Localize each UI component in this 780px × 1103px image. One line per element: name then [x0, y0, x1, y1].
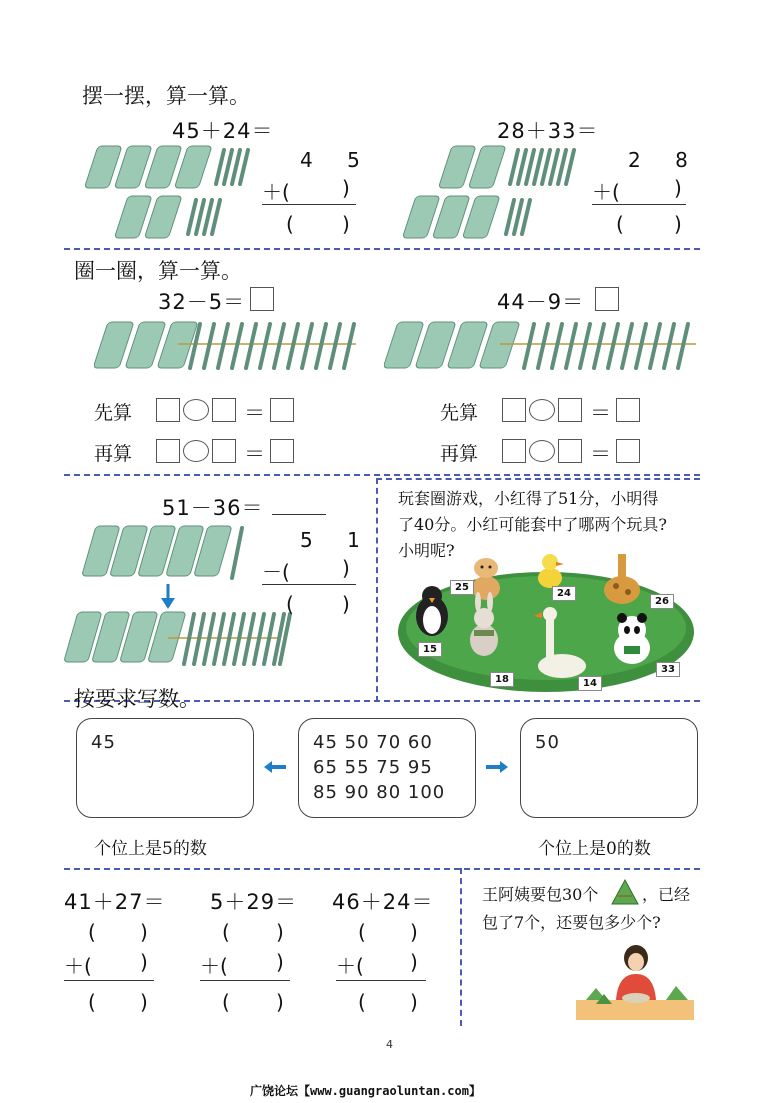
label-then-right: 再算 [440, 443, 479, 465]
equals-first-left: ＝ [244, 401, 266, 425]
equation-5-29: 5＋29＝ [210, 890, 298, 914]
v2-p1-open: ( [222, 920, 230, 944]
ring-toss-story-1: 玩套圈游戏，小红得了51分，小明得 [398, 489, 659, 508]
box-first-right-result[interactable] [616, 398, 640, 422]
stick-bundles-right [402, 140, 592, 245]
equation-44-9: 44－9＝ [497, 290, 585, 314]
equals-then-left: ＝ [244, 442, 266, 466]
v2-plus: ＋( [200, 954, 228, 978]
answer-box-ones-5[interactable] [76, 718, 254, 818]
v3-r-close: ) [410, 990, 418, 1014]
divider-4 [64, 868, 700, 870]
left-arrow-icon [264, 760, 286, 774]
divider-zongzi-left [460, 868, 462, 1026]
v2-r-open: ( [222, 990, 230, 1014]
divider-ring-top [376, 478, 700, 480]
vertical-result-close-51: ) [342, 592, 350, 616]
equation-45-24: 45＋24＝ [172, 119, 274, 143]
box-then-right-a[interactable] [502, 439, 526, 463]
equation-51-36: 51－36＝ [162, 496, 264, 520]
vertical-result-open-right: ( [616, 212, 624, 236]
right-arrow-icon [486, 760, 508, 774]
operator-first-right[interactable] [529, 399, 555, 421]
vertical-top-28: 2 8 [628, 148, 702, 172]
v3-plus-close: ) [410, 950, 418, 974]
caption-ones-0: 个位上是0的数 [538, 839, 651, 859]
toy-tag-panda: 33 [656, 662, 680, 677]
caption-ones-5: 个位上是5的数 [94, 839, 207, 859]
box-first-left-a[interactable] [156, 398, 180, 422]
woman-making-zongzi-icon [576, 944, 694, 1020]
zongzi-icon [610, 878, 640, 908]
box-then-right-result[interactable] [616, 439, 640, 463]
v3-plus: ＋( [336, 954, 364, 978]
panda-toy-icon [614, 613, 650, 664]
stick-bundles-51 [82, 522, 252, 582]
toy-tag-rabbit: 18 [490, 672, 514, 687]
box-first-right-a[interactable] [502, 398, 526, 422]
down-arrow-icon [160, 584, 176, 610]
vertical-line-right [592, 204, 686, 205]
footer-site: 广饶论坛【www.guangraoluntan.com】 [250, 1084, 481, 1098]
equation-46-24: 46＋24＝ [332, 890, 434, 914]
divider-ring-left [376, 478, 378, 702]
answer-box-ones-0[interactable] [520, 718, 698, 818]
operator-then-right[interactable] [529, 440, 555, 462]
box-then-right-b[interactable] [558, 439, 582, 463]
v1-r-close: ) [140, 990, 148, 1014]
v2-r-close: ) [276, 990, 284, 1014]
divider-2 [64, 474, 700, 476]
label-then-left: 再算 [94, 443, 133, 465]
vertical-plus-left: ＋( [262, 180, 290, 204]
operator-first-left[interactable] [183, 399, 209, 421]
toy-tag-duck: 24 [552, 586, 576, 601]
label-first-left: 先算 [94, 402, 133, 424]
number-pool-row-1: 45 50 70 60 [313, 732, 433, 753]
equals-first-right: ＝ [590, 401, 612, 425]
vertical-result-open-left: ( [286, 212, 294, 236]
zongzi-line1b: ，已经 [642, 885, 691, 904]
vertical-result-close-left: ) [342, 212, 350, 236]
stick-bundles-44 [384, 318, 704, 374]
label-first-right: 先算 [440, 402, 479, 424]
answer-line-51-36[interactable] [272, 514, 326, 515]
section-title-arrange: 摆一摆，算一算。 [82, 84, 250, 108]
number-pool-box [298, 718, 476, 818]
vertical-minus: －( [262, 560, 290, 584]
number-pool-row-2: 65 55 75 95 [313, 757, 433, 778]
vertical-top-51: 5 1 [300, 528, 374, 552]
toy-tag-goose: 14 [578, 676, 602, 691]
v2-line [200, 980, 290, 981]
ring-toss-grass [396, 554, 696, 694]
divider-1 [64, 248, 700, 250]
vertical-minus-close: ) [342, 556, 350, 580]
toy-tag-giraffe: 26 [650, 594, 674, 609]
vertical-result-open-51: ( [286, 592, 294, 616]
v2-plus-close: ) [276, 950, 284, 974]
v1-line [64, 980, 154, 981]
box-first-left-result[interactable] [270, 398, 294, 422]
v1-p1-close: ) [140, 920, 148, 944]
operator-then-left[interactable] [183, 440, 209, 462]
toy-tag-dog: 25 [450, 580, 474, 595]
answer-box-44-9[interactable] [595, 287, 619, 311]
v1-plus-close: ) [140, 950, 148, 974]
vertical-plus-close-left: ) [342, 176, 350, 200]
v1-p1-open: ( [88, 920, 96, 944]
vertical-line-51 [262, 584, 356, 585]
v3-line [336, 980, 426, 981]
box-then-left-a[interactable] [156, 439, 180, 463]
number-pool-row-3: 85 90 80 100 [313, 782, 446, 803]
section-title-circle: 圈一圈，算一算。 [74, 259, 242, 283]
ring-toss-story-3: 小明呢? [398, 541, 455, 560]
vertical-plus-right: ＋( [592, 180, 620, 204]
vertical-result-close-right: ) [674, 212, 682, 236]
section-title-write-numbers: 按要求写数。 [74, 687, 200, 711]
v1-r-open: ( [88, 990, 96, 1014]
answer-box-ones-5-text: 45 [91, 732, 116, 753]
stick-bundles-left [84, 140, 264, 245]
answer-box-ones-0-text: 50 [535, 732, 560, 753]
stick-bundles-32 [94, 318, 364, 374]
zongzi-line1: 王阿姨要包30个 [482, 885, 599, 904]
v3-p1-open: ( [358, 920, 366, 944]
vertical-plus-close-right: ) [674, 176, 682, 200]
toy-tag-penguin: 15 [418, 642, 442, 657]
duck-toy-icon [538, 554, 564, 588]
vertical-line-left [262, 204, 356, 205]
ring-toss-story-2: 了40分。小红可能套中了哪两个玩具? [398, 515, 667, 534]
vertical-top-45: 4 5 [300, 148, 374, 172]
equation-32-5: 32－5＝ [158, 290, 246, 314]
box-then-left-b[interactable] [212, 439, 236, 463]
equals-then-right: ＝ [590, 442, 612, 466]
v3-p1-close: ) [410, 920, 418, 944]
v1-plus: ＋( [64, 954, 92, 978]
box-first-right-b[interactable] [558, 398, 582, 422]
equation-28-33: 28＋33＝ [497, 119, 599, 143]
box-then-left-result[interactable] [270, 439, 294, 463]
page-number: 4 [386, 1038, 393, 1051]
equation-41-27: 41＋27＝ [64, 890, 166, 914]
v2-p1-close: ) [276, 920, 284, 944]
zongzi-line2: 包了7个，还要包多少个? [482, 913, 661, 932]
answer-box-32-5[interactable] [250, 287, 274, 311]
stick-bundles-41-loose [64, 608, 294, 668]
v3-r-open: ( [358, 990, 366, 1014]
box-first-left-b[interactable] [212, 398, 236, 422]
